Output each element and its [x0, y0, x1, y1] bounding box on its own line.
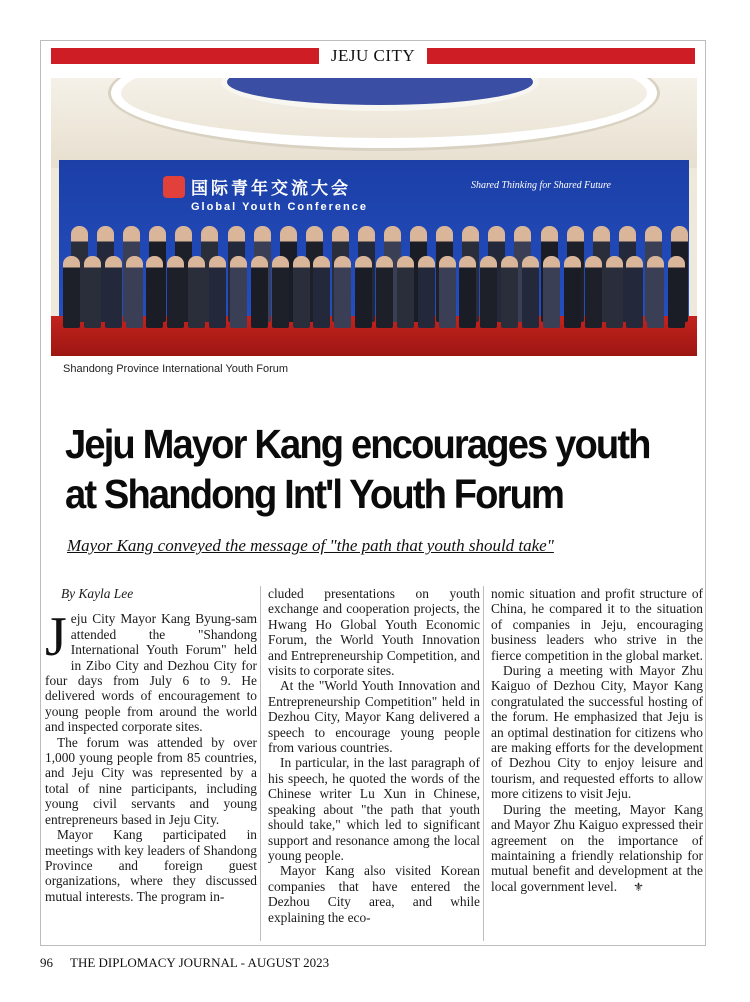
article-column-1 [45, 586, 257, 941]
photo-person [501, 256, 518, 328]
section-header [51, 47, 695, 65]
article-column-2 [268, 586, 480, 941]
photo-person [63, 256, 80, 328]
photo-person [439, 256, 456, 328]
banner-english-title: Global Youth Conference [191, 201, 368, 213]
byline: By Kayla Lee [61, 586, 134, 601]
photo-person [293, 256, 310, 328]
photo-person [543, 256, 560, 328]
photo-person [167, 256, 184, 328]
photo-person [480, 256, 497, 328]
photo-person [209, 256, 226, 328]
photo-person [522, 256, 539, 328]
photo-person [668, 256, 685, 328]
paragraph [45, 606, 257, 735]
photo-person [84, 256, 101, 328]
photo-person [251, 256, 268, 328]
photo-person [626, 256, 643, 328]
page-frame [40, 40, 706, 946]
photo-person [606, 256, 623, 328]
column-divider [483, 586, 484, 941]
article-body [41, 586, 707, 941]
paragraph: cluded presentations on youth exchange and cooperation projects, the Hwang Ho Global Youth Economic Forum, the World Youth Innovation and Entrepreneurship Competition, and visits to corporate sites. [268, 586, 480, 679]
conference-logo-icon [163, 176, 185, 198]
paragraph-text: During the meeting, Mayor Kang and Mayor Zhu Kaiguo expressed their agreement on the importance of maintaining a friendly relationship for mutual benefit and development at the local government level. [491, 801, 703, 894]
photo-person [564, 256, 581, 328]
photo-person [585, 256, 602, 328]
end-mark-icon: ⚜ [633, 879, 644, 894]
page-footer [40, 955, 329, 971]
paragraph-text: eju City Mayor Kang Byung-sam attended the "Shandong International Youth Forum" held in Zibo City and Dezhou City for four days from July 6 to 9. He delivered words of encouragement to young people from around the world and inspected corporate sites. [45, 611, 257, 735]
photo-person [647, 256, 664, 328]
photo-person [397, 256, 414, 328]
photo-person [126, 256, 143, 328]
photo-caption: Shandong Province International Youth Forum [63, 363, 289, 375]
photo-person [188, 256, 205, 328]
photo-person [459, 256, 476, 328]
banner-chinese-title: 国际青年交流大会 [191, 179, 351, 198]
publication-name: THE DIPLOMACY JOURNAL - AUGUST 2023 [70, 955, 330, 970]
photo-banner [191, 174, 368, 213]
paragraph: nomic situation and profit structure of China, he compared it to the situation of companies in Jeju, encouraging business leaders who strive in the fierce competition in the global market. [491, 586, 703, 663]
paragraph: Mayor Kang also visited Korean companies that have entered the Dezhou City area, and while explaining the eco- [268, 863, 480, 925]
paragraph: In particular, in the last paragraph of his speech, he quoted the words of the Chinese writer Lu Xun in Chinese, speaking about "the path that youth should take," which led to significant support and resonance among the local young people. [268, 755, 480, 863]
photo-person [355, 256, 372, 328]
photo-person [272, 256, 289, 328]
drop-cap: J [45, 606, 67, 669]
paragraph [491, 802, 703, 895]
photo-person [146, 256, 163, 328]
photo-crowd [61, 228, 687, 328]
section-bar-left [51, 48, 319, 64]
photo-person [334, 256, 351, 328]
article-headline: Jeju Mayor Kang encourages youth at Shandong Int'l Youth Forum [65, 421, 650, 517]
paragraph: During a meeting with Mayor Zhu Kaiguo of Dezhou City, Mayor Kang congratulated the successful hosting of the forum. He emphasized that Jeju is an optimal destination for citizens who are making efforts for the development of Dezhou City to enjoy leisure and tourism, and requested efforts to allow more citizens to visit Jeju. [491, 663, 703, 802]
photo-person [313, 256, 330, 328]
page-number: 96 [40, 955, 53, 970]
article-column-3 [491, 586, 703, 941]
banner-slogan: Shared Thinking for Shared Future [471, 180, 611, 191]
event-photo [51, 78, 697, 356]
photo-person [230, 256, 247, 328]
section-title: JEJU CITY [330, 46, 416, 65]
photo-person [418, 256, 435, 328]
photo-person [105, 256, 122, 328]
article-subhead: Mayor Kang conveyed the message of "the path that youth should take" [67, 536, 554, 555]
paragraph: Mayor Kang participated in meetings with key leaders of Shandong Province and foreign guest organizations, where they discussed mutual interests. The program in- [45, 827, 257, 904]
paragraph: The forum was attended by over 1,000 young people from 85 countries, and Jeju City was represented by a total of nine participants, including young civil servants and young entrepreneurs based in Jeju City. [45, 734, 257, 827]
photo-person [376, 256, 393, 328]
paragraph: At the "World Youth Innovation and Entrepreneurship Competition" held in Dezhou City, Mayor Kang delivered a speech to encourage young people from various countries. [268, 678, 480, 756]
column-divider [260, 586, 261, 941]
section-bar-right [427, 48, 695, 64]
